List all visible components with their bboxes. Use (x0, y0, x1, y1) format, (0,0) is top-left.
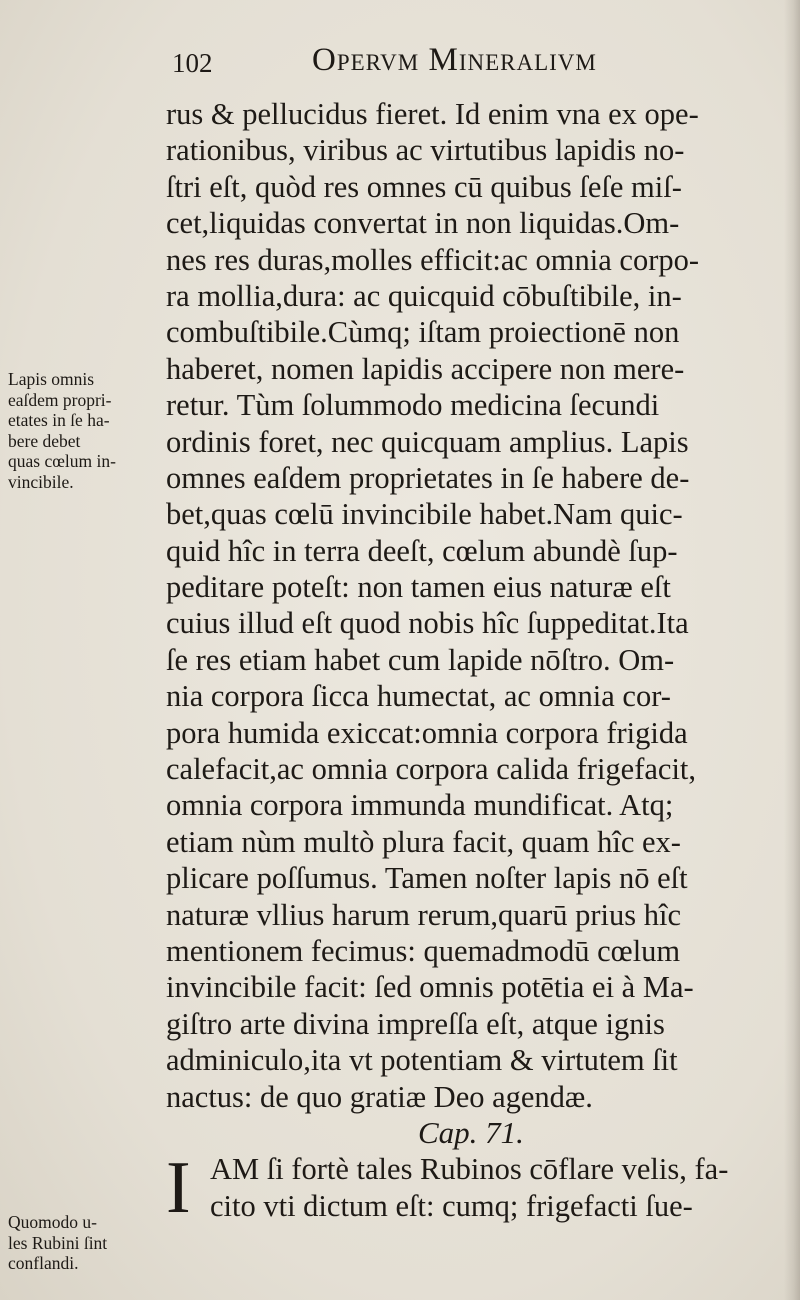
margin-note-line: conflandi. (8, 1253, 79, 1273)
margin-note-line: eaſdem propri- (8, 389, 112, 410)
text-line: rus & pellucidus fieret. Id enim vna ex ope- (166, 97, 699, 131)
text-line: invincibile facit: ſed omnis potētia ei à Ma- (166, 970, 694, 1005)
text-line: nactus: de quo gratiæ Deo agendæ. (166, 1079, 593, 1114)
text-line: ſe res etiam habet cum lapide nōſtro. Om- (166, 642, 675, 677)
running-title: Opervm Mineralivm (312, 42, 597, 78)
drop-cap: I (166, 1147, 191, 1230)
text-line: bet,quas cœlū invincibile habet.Nam quic- (166, 497, 683, 532)
text-line: ra mollia,dura: ac quicquid cōbuſtibile, in- (166, 278, 682, 313)
text-line: adminiculo,ita vt potentiam & virtutem ſit (166, 1043, 678, 1078)
page-number: 102 (172, 48, 213, 78)
text-line: nia corpora ſicca humectat, ac omnia cor- (166, 679, 671, 714)
margin-note-line: bere debet (8, 430, 81, 451)
text-line: cuius illud eſt quod nobis hîc ſuppeditat.Ita (166, 606, 689, 641)
text-line: combuſtibile.Cùmq; iſtam proiectionē non (166, 315, 680, 350)
text-line: ordinis foret, nec quicquam amplius. Lapis (166, 424, 689, 459)
text-line: mentionem fecimus: quemadmodū cœlum (166, 933, 681, 968)
margin-note-line: les Rubini ſint (8, 1232, 108, 1253)
chapter-heading: Cap. 71. (418, 1114, 524, 1150)
page-edge-shadow (784, 0, 800, 1300)
text-line: pora humida exiccat:omnia corpora frigida (166, 715, 688, 750)
text-line: peditare poteſt: non tamen eius naturæ eſt (166, 570, 671, 605)
text-line: giſtro arte divina impreſſa eſt, atque ignis (166, 1006, 665, 1041)
text-line: plicare poſſumus. Tamen noſter lapis nō eſt (166, 861, 688, 896)
text-line: etiam nùm multò plura facit, quam hîc ex- (166, 824, 681, 859)
margin-note-line: Quomodo u- (8, 1212, 97, 1232)
text-line: rationibus, viribus ac virtutibus lapidis no- (166, 133, 685, 168)
margin-note-lapis (8, 369, 158, 492)
margin-note-line: etates in ſe ha- (8, 410, 110, 430)
page-header (172, 40, 732, 86)
text-line: omnes eaſdem proprietates in ſe habere de- (166, 460, 690, 495)
text-line: ſtri eſt, quòd res omnes cū quibus ſeſe miſ- (166, 169, 682, 204)
text-line: calefacit,ac omnia corpora calida frigefacit, (166, 752, 697, 787)
text-line: quid hîc in terra deeſt, cœlum abundè ſup- (166, 533, 678, 568)
text-line: retur. Tùm ſolummodo medicina ſecundi (166, 388, 660, 423)
text-line: nes res duras,molles efficit:ac omnia corpo- (166, 242, 700, 277)
text-line: AM ſi fortè tales Rubinos cōflare velis, fa- (210, 1152, 729, 1187)
text-line: cito vti dictum eſt: cumq; frigefacti ſue- (210, 1188, 693, 1223)
margin-note-line: vincibile. (8, 471, 74, 492)
text-line: omnia corpora immunda mundificat. Atq; (166, 788, 674, 823)
margin-note-line: Lapis omnis (8, 369, 95, 389)
text-line: haberet, nomen lapidis accipere non mere- (166, 351, 685, 386)
text-line: cet,liquidas convertat in non liquidas.Om- (166, 206, 680, 241)
text-line: naturæ vllius harum rerum,quarū prius hîc (166, 897, 682, 932)
main-text-block (166, 96, 776, 1230)
margin-note-rubini (8, 1212, 158, 1274)
margin-note-line: quas cœlum in- (8, 451, 116, 471)
